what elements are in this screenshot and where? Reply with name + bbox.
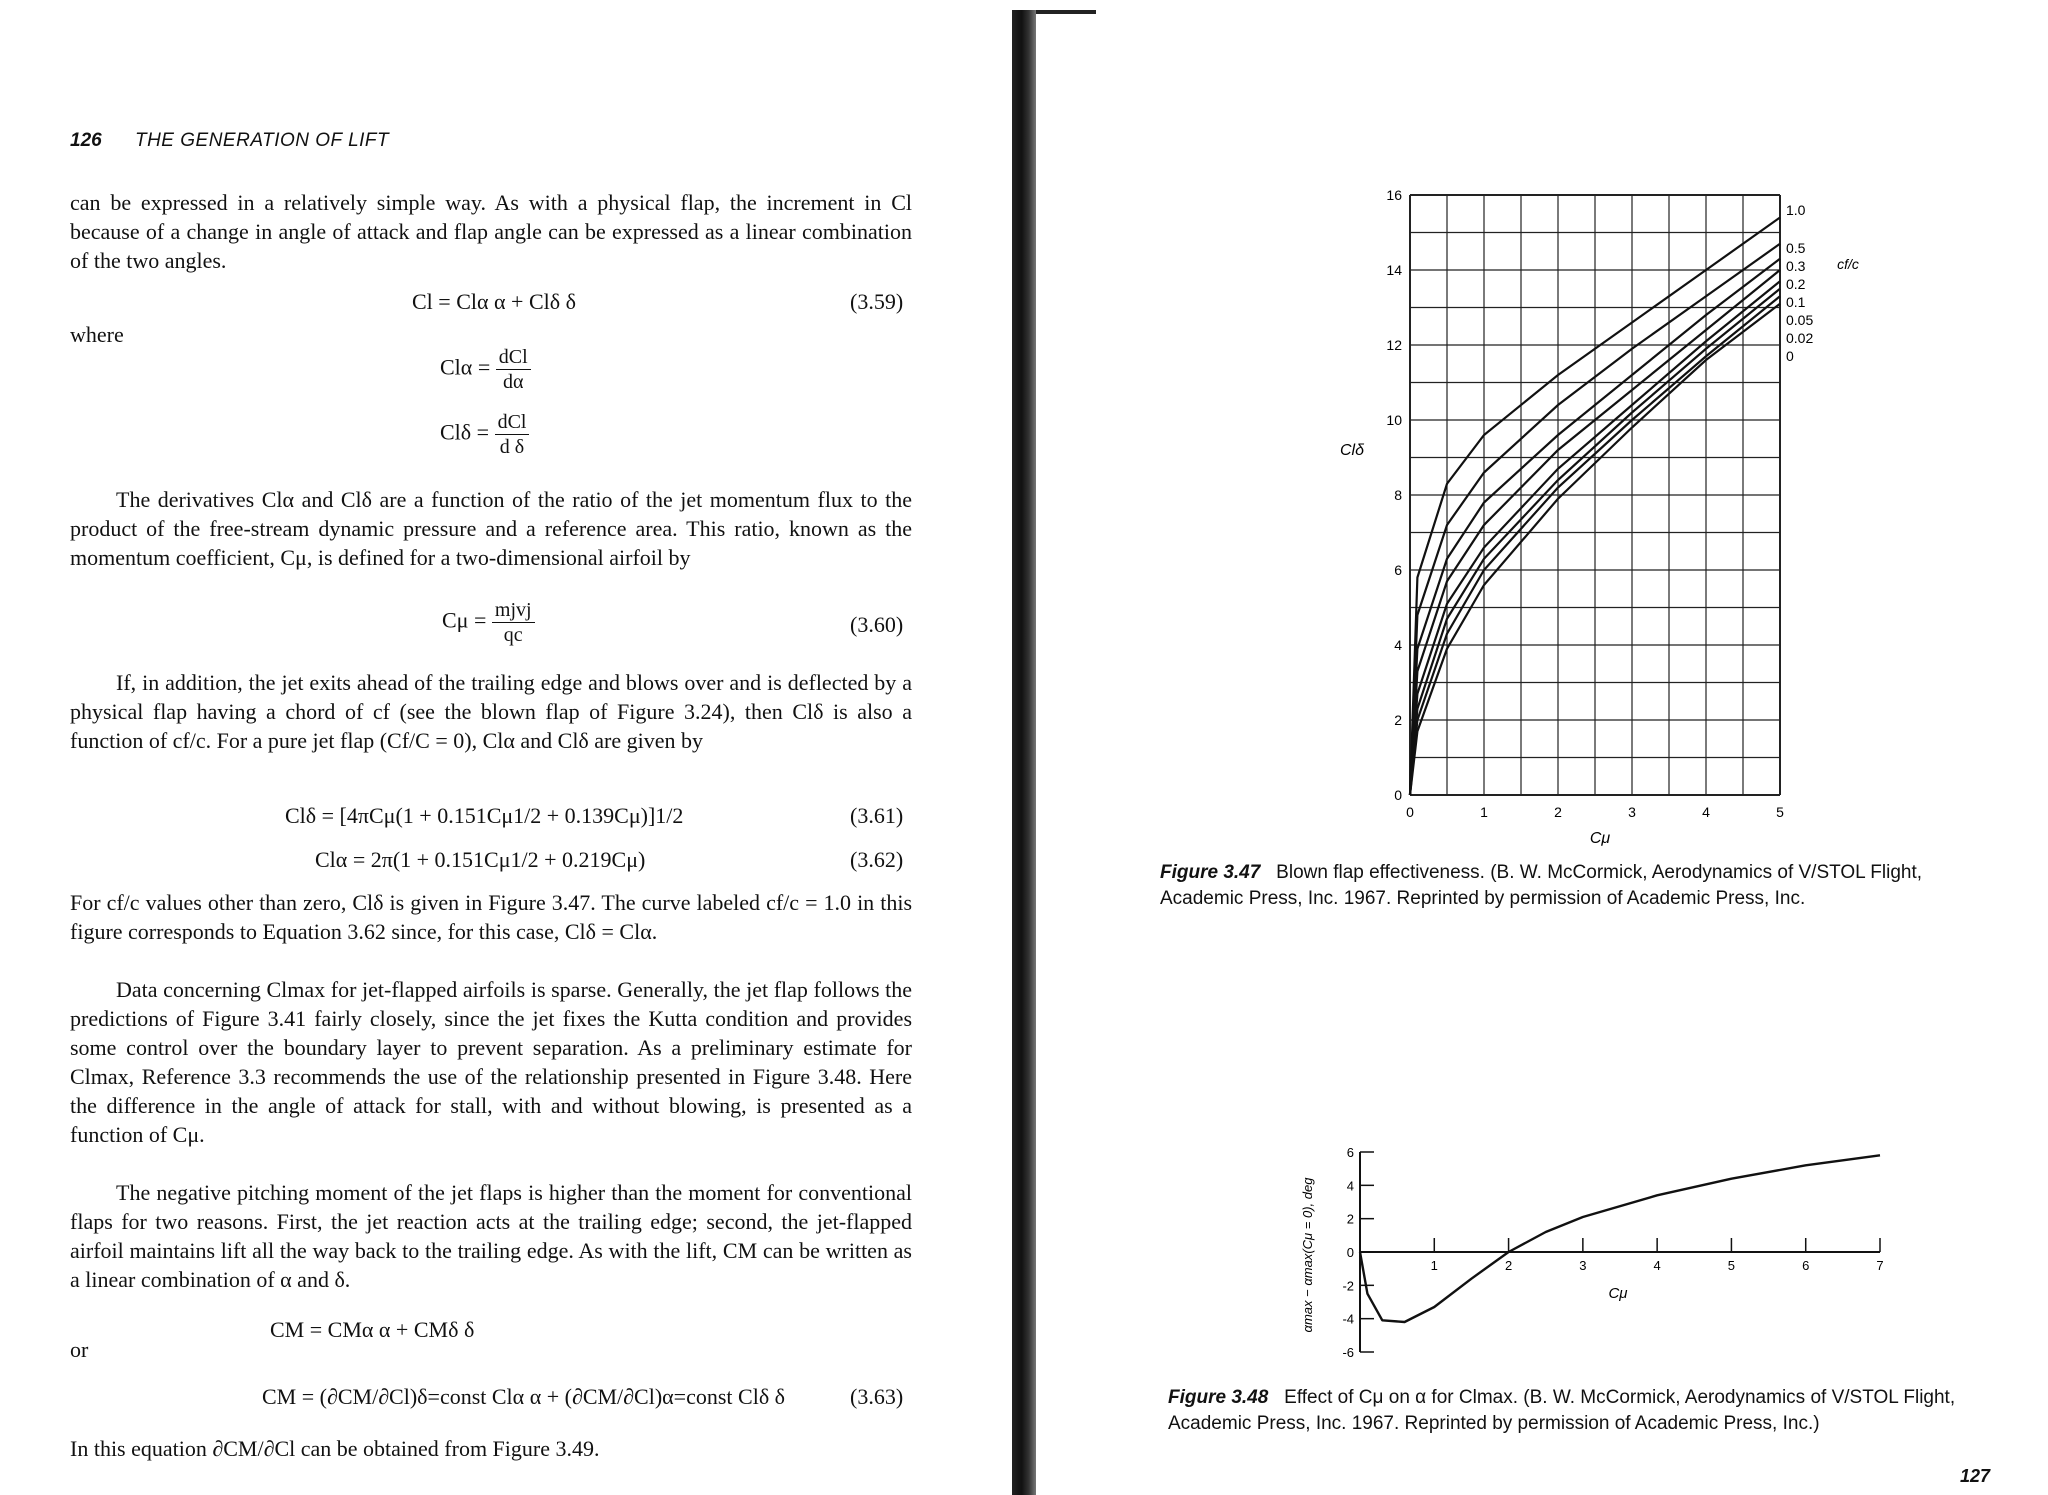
x-tick-label: 3 bbox=[1628, 804, 1636, 820]
fraction bbox=[496, 345, 531, 394]
legend-title-text: cf/c bbox=[1837, 256, 1859, 272]
paragraph-7: In this equation ∂CM/∂Cl can be obtained from Figure 3.49. bbox=[70, 1436, 600, 1461]
denominator: d δ bbox=[499, 436, 525, 458]
y-tick-label: 4 bbox=[1346, 1178, 1354, 1194]
y-tick-label: -2 bbox=[1342, 1278, 1354, 1294]
x-tick-label: 2 bbox=[1554, 804, 1562, 820]
running-title: THE GENERATION OF LIFT bbox=[134, 130, 390, 151]
equation-3-60 bbox=[442, 598, 535, 647]
chart-grid bbox=[1410, 195, 1780, 795]
or-label: or bbox=[70, 1337, 89, 1362]
legend-entry: 1.0 bbox=[1786, 202, 1806, 218]
y-tick-label: -4 bbox=[1342, 1311, 1354, 1327]
y-tick-label: 14 bbox=[1386, 262, 1402, 278]
x-tick-label: 5 bbox=[1727, 1258, 1736, 1273]
y-tick-label: 0 bbox=[1346, 1245, 1354, 1260]
equation-cl-alpha bbox=[440, 345, 531, 394]
equation-cm-linear: CM = CMα α + CMδ δ bbox=[270, 1317, 475, 1342]
y-tick-label: 6 bbox=[1346, 1145, 1354, 1160]
legend-entry: 0 bbox=[1786, 348, 1794, 364]
legend-entry: 0.3 bbox=[1786, 258, 1806, 274]
figure-3-48-caption bbox=[1168, 1385, 2018, 1437]
x-tick-label: 1 bbox=[1480, 804, 1488, 820]
caption-text: Blown flap effectiveness. (B. W. McCormick, Aerodynamics of V/STOL Flight, Academic Press, Inc. 1967. Reprinted by permission of Academic Press, Inc. bbox=[1160, 862, 1923, 909]
equation-cl-alpha-lhs: Clα = bbox=[440, 354, 491, 380]
x-tick-label: 5 bbox=[1776, 804, 1784, 820]
y-tick-label: 10 bbox=[1386, 412, 1402, 428]
caption-label: Figure 3.48 bbox=[1168, 1387, 1269, 1408]
y-axis-label: αmax − αmax(Cμ = 0), deg bbox=[1300, 1177, 1315, 1333]
x-tick-label: 1 bbox=[1430, 1258, 1438, 1273]
y-tick-label: 2 bbox=[1394, 712, 1402, 728]
denominator: dα bbox=[502, 371, 524, 393]
x-tick-label: 3 bbox=[1579, 1258, 1587, 1273]
equation-3-59: Cl = Clα α + Clδ δ bbox=[412, 289, 576, 314]
paragraph-3: If, in addition, the jet exits ahead of the trailing edge and blows over and is deflected by a physical flap having a chord of cf (see the blown flap of Figure 3.24), then Clδ is also a function of cf/c. For a pure jet flap (Cf/C = 0), Clα and Clδ are given by bbox=[70, 670, 912, 753]
caption-label: Figure 3.47 bbox=[1160, 862, 1261, 883]
fraction bbox=[492, 598, 535, 647]
x-tick-label: 4 bbox=[1702, 804, 1710, 820]
y-tick-label: -6 bbox=[1342, 1345, 1354, 1360]
x-tick-label: 7 bbox=[1876, 1258, 1884, 1273]
caption-text: Effect of Cμ on α for Clmax. (B. W. McCormick, Aerodynamics of V/STOL Flight, Academic Press, Inc. 1967. Reprinted by permission of Academic Press, Inc.) bbox=[1168, 1387, 1956, 1434]
y-tick-label: 8 bbox=[1394, 487, 1402, 503]
legend-entry: 0.05 bbox=[1786, 312, 1814, 328]
numerator: dCl bbox=[495, 410, 530, 435]
fraction bbox=[495, 410, 530, 459]
figure-3-48-chart bbox=[1290, 1140, 1910, 1370]
equation-cl-delta bbox=[440, 410, 529, 459]
x-axis-label: Cμ bbox=[1589, 830, 1611, 847]
y-tick-label: 0 bbox=[1394, 787, 1402, 803]
page-number-right: 127 bbox=[1960, 1466, 1991, 1486]
right-page bbox=[1030, 0, 2048, 1495]
x-tick-label: 2 bbox=[1504, 1258, 1513, 1273]
y-tick-label: 4 bbox=[1394, 637, 1402, 653]
legend-title bbox=[1837, 256, 1859, 272]
equation-3-63: CM = (∂CM/∂Cl)δ=const Clα α + (∂CM/∂Cl)α=const Clδ δ bbox=[262, 1384, 786, 1409]
chart-legend bbox=[1786, 202, 1813, 364]
chart-axes bbox=[1360, 1152, 1880, 1352]
equation-3-60-lhs: Cμ = bbox=[442, 607, 487, 633]
legend-entry: 0.02 bbox=[1786, 330, 1814, 346]
equation-3-62: Clα = 2π(1 + 0.151Cμ1/2 + 0.219Cμ) bbox=[315, 847, 646, 872]
equation-number-3-59: (3.59) bbox=[850, 289, 904, 314]
running-head bbox=[70, 130, 389, 152]
y-tick-label: 16 bbox=[1386, 187, 1402, 203]
x-tick-label: 6 bbox=[1802, 1258, 1810, 1273]
numerator: dCl bbox=[496, 345, 531, 370]
equation-number-3-62: (3.62) bbox=[850, 847, 904, 872]
y-axis-label: Clδ bbox=[1340, 442, 1364, 459]
equation-3-61: Clδ = [4πCμ(1 + 0.151Cμ1/2 + 0.139Cμ)]1/2 bbox=[285, 803, 684, 828]
equation-number-3-60: (3.60) bbox=[850, 612, 904, 637]
y-tick-label: 12 bbox=[1386, 337, 1402, 353]
page-number-left: 126 bbox=[70, 130, 102, 151]
y-tick-label: 6 bbox=[1394, 562, 1402, 578]
equation-number-3-61: (3.61) bbox=[850, 803, 904, 828]
where-label: where bbox=[70, 322, 124, 347]
equation-number-3-63: (3.63) bbox=[850, 1384, 904, 1409]
paragraph-2: The derivatives Clα and Clδ are a function of the ratio of the jet momentum flux to the product of the free-stream dynamic pressure and a reference area. This ratio, known as the momentum coefficient, Cμ, is defined for a two-dimensional airfoil by bbox=[70, 487, 912, 570]
left-page bbox=[0, 0, 1010, 1495]
legend-entry: 0.1 bbox=[1786, 294, 1806, 310]
x-tick-label: 0 bbox=[1406, 804, 1414, 820]
figure-3-47-chart bbox=[1320, 185, 1859, 850]
figure-3-47-caption bbox=[1160, 860, 2000, 912]
paragraph-1: can be expressed in a relatively simple way. As with a physical flap, the increment in Cl because of a change in angle of attack and flap angle can be expressed as a linear combination of the two angles. bbox=[70, 190, 912, 273]
x-axis-label: Cμ bbox=[1608, 1285, 1628, 1302]
x-tick-label: 4 bbox=[1653, 1258, 1661, 1273]
legend-entry: 0.2 bbox=[1786, 276, 1806, 292]
paragraph-6: The negative pitching moment of the jet flaps is higher than the moment for conventional flaps for two reasons. First, the jet reaction acts at the trailing edge; second, the jet-flapped airfoil maintains lift all the way back to the trailing edge. As with the lift, CM can be written as a linear combination of α and δ. bbox=[70, 1180, 912, 1292]
paragraph-4: For cf/c values other than zero, Clδ is given in Figure 3.47. The curve labeled cf/c = 1.0 in this figure corresponds to Equation 3.62 since, for this case, Clδ = Clα. bbox=[70, 890, 912, 944]
numerator: mjvj bbox=[492, 598, 535, 623]
paragraph-5: Data concerning Clmax for jet-flapped airfoils is sparse. Generally, the jet flap follows the predictions of Figure 3.41 fairly closely, since the jet fixes the Kutta condition and provides some control over the boundary layer to prevent separation. As a preliminary estimate for Clmax, Reference 3.3 recommends the use of the relationship presented in Figure 3.48. Here the difference in the angle of attack for stall, with and without blowing, is presented as a function of Cμ. bbox=[70, 977, 912, 1147]
y-tick-label: 2 bbox=[1346, 1211, 1354, 1227]
equation-cl-delta-lhs: Clδ = bbox=[440, 419, 490, 445]
legend-entry: 0.5 bbox=[1786, 240, 1806, 256]
denominator: qc bbox=[503, 624, 523, 646]
